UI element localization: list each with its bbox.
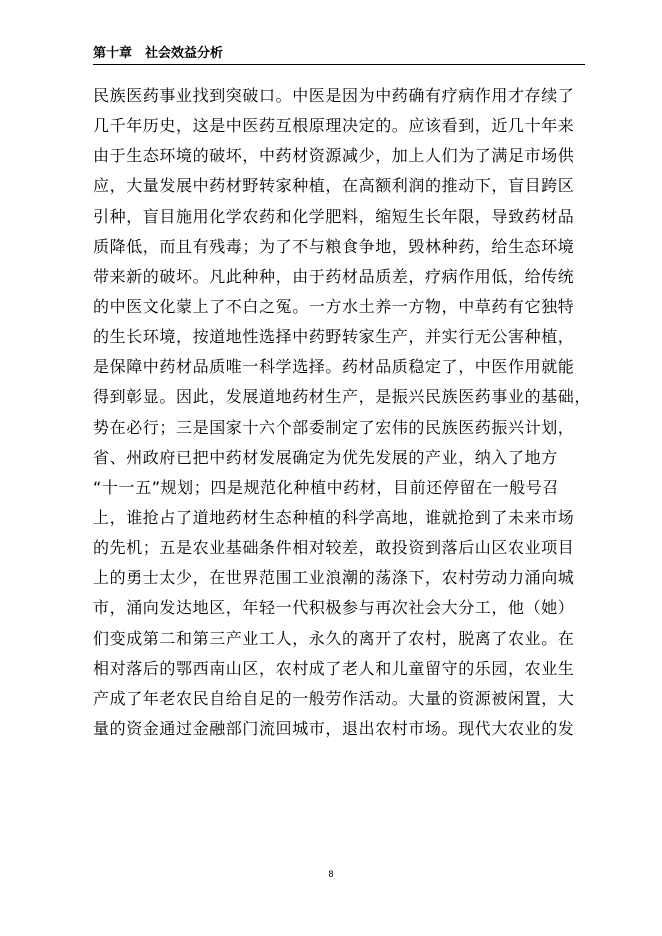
text-line: 上的勇士太少，在世界范围工业浪潮的荡涤下，农村劳动力涌向城: [93, 568, 575, 588]
text-line: 的先机；五是农业基础条件相对较差，敢投资到落后山区农业项目: [93, 538, 575, 558]
text-line: 省、州政府已把中药材发展确定为优先发展的产业，纳入了地方: [93, 447, 558, 467]
page-number: 8: [328, 869, 334, 879]
chapter-title: 第十章 社会效益分析: [93, 46, 224, 61]
text-line: 的中医文化蒙上了不白之冤。一方水土养一方物，中草药有它独特: [93, 296, 575, 316]
text-line: 由于生态环境的破坏，中药材资源减少，加上人们为了满足市场供: [93, 146, 575, 166]
text-line: 相对落后的鄂西南山区，农村成了老人和儿童留守的乐园，农业生: [93, 658, 575, 678]
text-line: 得到彰显。因此，发展道地药材生产，是振兴民族医药事业的基础，: [93, 387, 592, 407]
text-line: 势在必行；三是国家十六个部委制定了宏伟的民族医药振兴计划，: [93, 417, 575, 437]
text-line: 是保障中药材品质唯一科学选择。药材品质稳定了，中医作用就能: [93, 357, 575, 377]
text-line: 引种，盲目施用化学农药和化学肥料，缩短生长年限，导致药材品: [93, 206, 575, 226]
text-line: 市，涌向发达地区，年轻一代积极参与再次社会大分工，他（她）: [93, 598, 575, 618]
text-line: 的生长环境，按道地性选择中药野转家生产，并实行无公害种植，: [93, 327, 575, 347]
text-line: 上，谁抢占了道地药材生态种植的科学高地，谁就抢到了未来市场: [93, 507, 575, 527]
text-line: 几千年历史，这是中医药互根原理决定的。应该看到，近几十年来: [93, 116, 575, 136]
body-text: [93, 81, 593, 744]
text-line: 产成了年老农民自给自足的一般劳作活动。大量的资源被闲置，大: [93, 688, 575, 708]
text-line: 量的资金通过金融部门流回城市，退出农村市场。现代大农业的发: [93, 718, 575, 738]
page-header: [93, 44, 585, 66]
text-line: 民族医药事业找到突破口。中医是因为中药确有疗病作用才存续了: [93, 86, 575, 105]
header-divider: [93, 64, 585, 65]
text-line: 应，大量发展中药材野转家种植，在高额利润的推动下，盲目跨区: [93, 176, 575, 196]
text-line: “十一五”规划；四是规范化种植中药材，目前还停留在一般号召: [93, 477, 559, 497]
text-line: 们变成第二和第三产业工人，永久的离开了农村，脱离了农业。在: [93, 628, 575, 648]
text-line: 质降低，而且有残毒；为了不与粮食争地，毁林种药，给生态环境: [93, 236, 575, 256]
text-line: 带来新的破坏。凡此种种，由于药材品质差，疗病作用低，给传统: [93, 266, 575, 286]
